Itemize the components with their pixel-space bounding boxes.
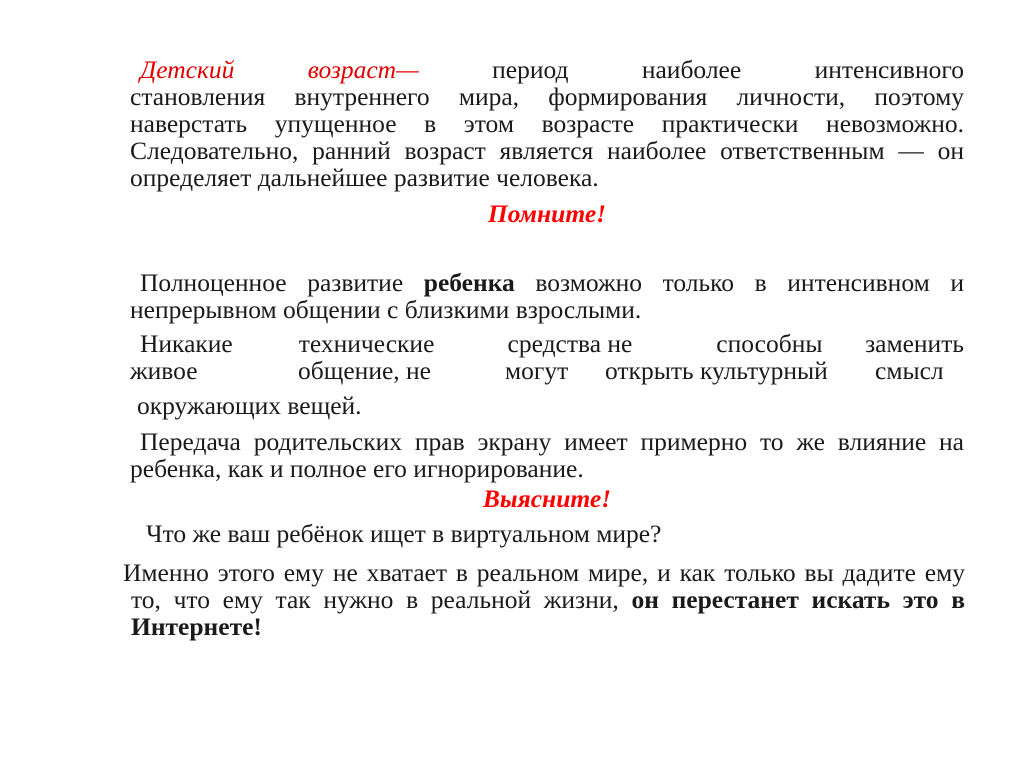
paragraph-3-row-1 (130, 330, 964, 357)
paragraph-1-rest: становления внутреннего мира, формирования личности, поэтому наверстать упущенное в этом возрасте практически невозможно. Следовательно, ранний возраст является наиболее ответственным — он определяет дальнейшее развитие человека. (130, 82, 964, 192)
p3-r1-c1: Никакие (140, 329, 233, 358)
paragraph-2-end: возможно только в интенсивном и непрерывном общении с близкими взрослыми. (130, 268, 964, 324)
paragraph-5: Что же ваш ребёнок ищет в виртуальном мире? (146, 519, 662, 548)
paragraph-3-row-2 (130, 357, 964, 384)
p3-r2-c4: открыть культурный (605, 356, 828, 385)
p3-r1-c5: заменить (865, 329, 964, 358)
paragraph-2 (130, 269, 964, 323)
p3-r2-c1: живое (130, 356, 198, 385)
word-most: наиболее (641, 55, 742, 84)
remember-heading: Помните! (487, 199, 607, 228)
paragraph-1-first-line (130, 56, 964, 83)
paragraph-4: Передача родительских прав экрану имеет примерно то же влияние на ребенка, как и полное его игнорирование. (130, 427, 964, 483)
paragraph-6 (123, 558, 965, 641)
p3-r1-c3: средства не (507, 329, 633, 358)
paragraph-2-start: Полноценное развитие (140, 268, 424, 297)
p3-r2-c2: общение, не (298, 356, 432, 385)
p3-r2-c5: смысл (875, 356, 944, 385)
p3-r1-c4: способны (716, 329, 823, 358)
p3-r2-c3: могут (505, 356, 569, 385)
paragraph-2-bold: ребенка (423, 268, 515, 297)
paragraph-3-row-3: окружающих вещей. (137, 391, 362, 420)
p3-r1-c2: технические (298, 329, 435, 358)
paragraph-6-bold: он перестанет искать это в Интернете! (131, 585, 965, 641)
paragraph-6-start: Именно этого ему не хватает в реальном мире, и как только вы дадите ему то, что ему так нужно в реальной жизни, (123, 558, 965, 614)
term-word-1: Детский (140, 55, 235, 84)
word-intensive: интенсивного (814, 55, 964, 84)
word-period: период (492, 55, 569, 84)
find-out-heading: Выясните! (482, 484, 612, 513)
term-word-2: возраст— (307, 55, 419, 84)
